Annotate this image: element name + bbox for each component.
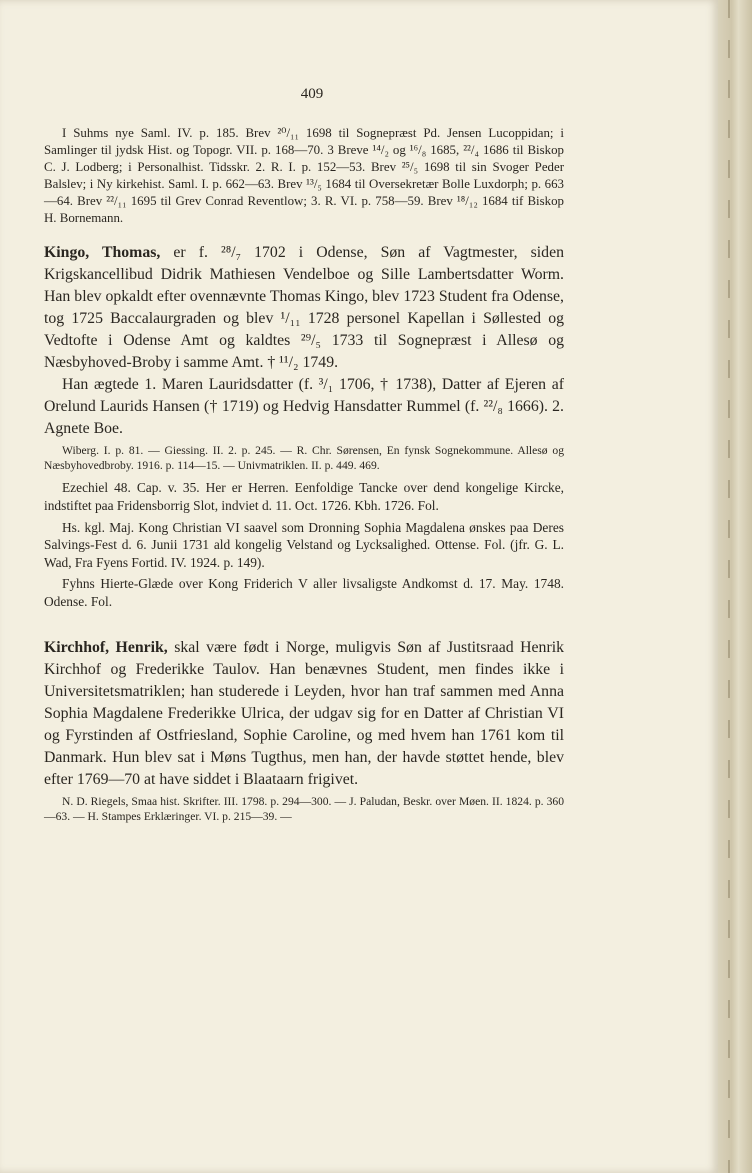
kingo-work-1: Ezechiel 48. Cap. v. 35. Her er Herren. Eenfoldige Tancke over dend kongelige Kircke, indstiftet paa Fridensborrig Slot, indviet d. 11. Oct. 1726. Kbh. 1726. Fol.: [44, 480, 564, 513]
page-edge-stack: [718, 0, 752, 1173]
intro-refs-paragraph: I Suhms nye Saml. IV. p. 185. Brev ²⁰/₁₁ 1698 til Sognepræst Pd. Jensen Lucoppidan; i Samlinger til jydsk Hist. og Topogr. VII. p. 168—70. 3 Breve ¹⁴/₂ og ¹⁶/₈ 1685, ²²/₄ 1686 til Biskop C. J. Lodberg; i Personalhist. Tidsskr. 2. R. I. p. 152—53. Brev ²⁵/₅ 1698 til sin Svoger Peder Balslev; i Ny kirkehist. Saml. I. p. 662—63. Brev ¹³/₅ 1684 til Oversekretær Bolle Luxdorph; p. 663—64. Brev ²²/₁₁ 1695 til Grev Conrad Reventlow; 3. R. VI. p. 758—59. Brev ¹⁸/₁₂ 1684 tif Biskop H. Bornemann.: [44, 126, 564, 226]
kirchhof-bio: [44, 637, 564, 791]
page-number: 409: [300, 86, 324, 102]
entry-kirchhof: [44, 637, 564, 791]
kingo-bio-text: er f. ²⁸/₇ 1702 i Odense, Søn af Vagtmester, siden Krigskancellibud Didrik Mathiesen Vendelboe og Sille Lambertsdatter Worm. Han blev opkaldt efter ovennævnte Thomas Kingo, blev 1723 Student fra Odense, tog 1725 Baccalaurgraden og blev ¹/₁₁ 1728 personel Kapellan i Søllested og Vedtofte i Odense Amt og kaldtes ²⁹/₅ 1733 til Sognepræst i Allesø og Næsbyhoved-Broby i samme Amt. † ¹¹/₂ 1749.: [44, 243, 564, 371]
entry-kingo: [44, 242, 564, 440]
kirchhof-bio-text: skal være født i Norge, muligvis Søn af Justitsraad Henrik Kirchhof og Frederikke Taulov. Han benævnes Student, men findes ikke i Universitetsmatriklen; han studerede i Leyden, hvor han traf sammen med Anna Sophia Magdalene Frederikke Ulrica, der udgav sig for en Datter af Christian VI og Fyrstinden af Ostfriesland, Sophie Caroline, og med hvem han 1761 kom til Danmark. Hun blev sat i Møns Tugthus, men han, der havde støttet hende, blev efter 1769—70 at have siddet i Blaataarn frigivet.: [44, 638, 565, 788]
kingo-marriage: Han ægtede 1. Maren Lauridsdatter (f. ³/₁ 1706, † 1738), Datter af Ejeren af Orelund Laurids Hansen († 1719) og Hedvig Hansdatter Rummel (f. ²²/₈ 1666). 2. Agnete Boe.: [44, 375, 564, 437]
kingo-works: [44, 479, 564, 610]
kingo-bio: [44, 242, 564, 374]
kingo-work-2: Hs. kgl. Maj. Kong Christian VI saavel som Dronning Sophia Magdalena ønskes paa Deres Salvings-Fest d. 6. Junii 1731 ald kongelig Velstand og Lycksalighed. Ottense. Fol. (jfr. G. L. Wad, Fra Fyens Fortid. IV. 1924. p. 149).: [44, 519, 564, 570]
intro-references: [44, 125, 564, 228]
page-text: [44, 86, 564, 830]
kirchhof-sources: N. D. Riegels, Smaa hist. Skrifter. III. 1798. p. 294—300. — J. Paludan, Beskr. over Møen. II. 1824. p. 360—63. — H. Stampes Erklæringer. VI. p. 215—39. —: [44, 794, 564, 823]
kingo-name: Kingo, Thomas,: [44, 243, 161, 261]
kirchhof-name: Kirchhof, Henrik,: [44, 638, 168, 656]
kingo-sources: Wiberg. I. p. 81. — Giessing. II. 2. p. 245. — R. Chr. Sørensen, En fynsk Sognekommune. Allesø og Næsbyhovedbroby. 1916. p. 114—15. — Univmatriklen. II. p. 449. 469.: [44, 443, 564, 472]
kingo-work-3: Fyhns Hierte-Glæde over Kong Friderich V aller livsaligste Andkomst d. 17. May. 1748. Odense. Fol.: [44, 576, 564, 609]
